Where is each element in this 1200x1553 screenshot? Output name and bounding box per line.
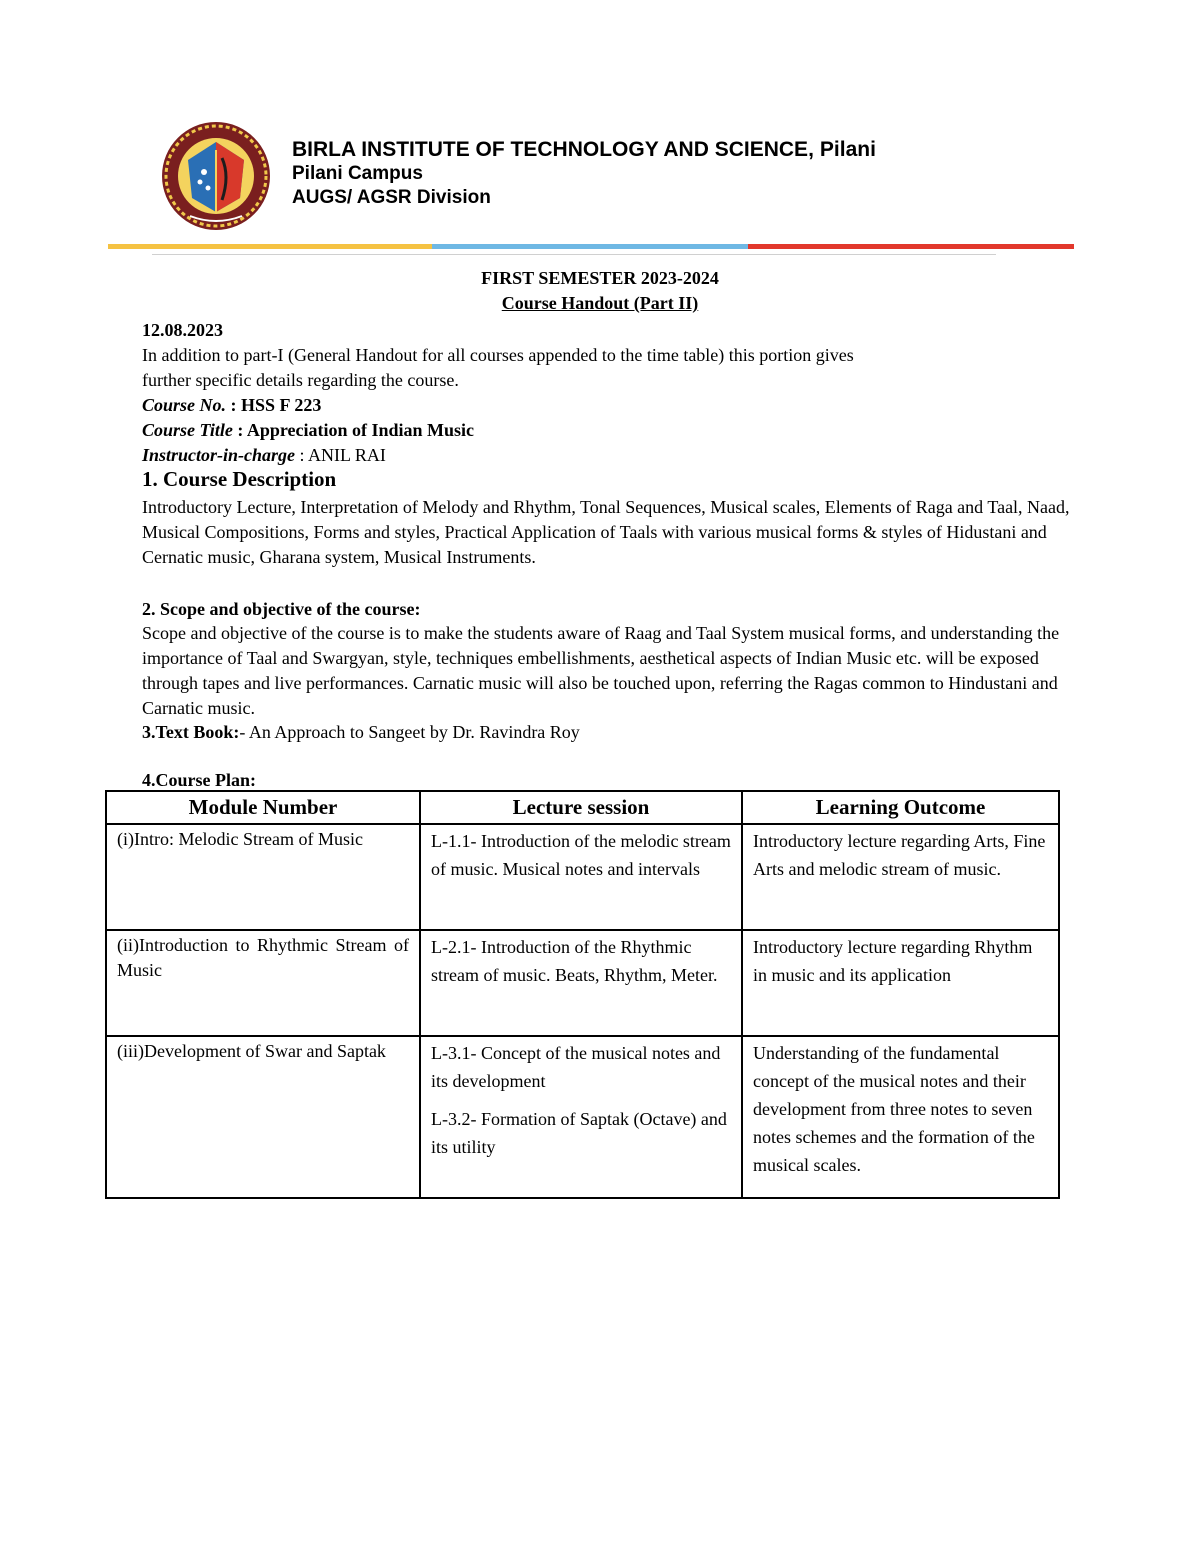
- institute-header: [292, 137, 876, 210]
- outcome-cell: Understanding of the fundamental concept of the musical notes and their development from three notes to seven notes schemes and the formation of the musical scales.: [742, 1036, 1059, 1198]
- course-number-label: Course No.: [142, 395, 227, 415]
- outcome-cell: Introductory lecture regarding Arts, Fine Arts and melodic stream of music.: [742, 824, 1059, 930]
- section-2-body: Scope and objective of the course is to make the students aware of Raag and Taal System musical forms, and understanding the importance of Taal and Swargyan, style, techniques embellishments, aesthetical aspects of Indian Music etc. will be exposed through tapes and live performances. Carnatic music will also be touched upon, referring the Ragas common to Hindustani and Carnatic music.: [142, 623, 1060, 718]
- semester-title: FIRST SEMESTER 2023-2024: [481, 268, 719, 288]
- module-cell: (iii)Development of Swar and Saptak: [106, 1036, 420, 1198]
- header-divider: [152, 254, 996, 255]
- header-learning-outcome: Learning Outcome: [742, 791, 1059, 824]
- intro-line-2: further specific details regarding the course.: [142, 370, 459, 390]
- header-stripe-blue: [432, 244, 748, 249]
- table-header-row: [106, 791, 1059, 824]
- course-plan-table: [105, 790, 1060, 1199]
- section-2-heading: 2. Scope and objective of the course:: [142, 599, 421, 619]
- course-title-label: Course Title: [142, 420, 233, 440]
- lecture-item: L-3.1- Concept of the musical notes and its development: [431, 1043, 721, 1091]
- instructor-label: Instructor-in-charge: [142, 445, 296, 465]
- lecture-item: L-3.2- Formation of Saptak (Octave) and its utility: [431, 1109, 727, 1157]
- header-lecture-session: Lecture session: [420, 791, 742, 824]
- outcome-cell: Introductory lecture regarding Rhythm in music and its application: [742, 930, 1059, 1036]
- section-1-body: Introductory Lecture, Interpretation of Melody and Rhythm, Tonal Sequences, Musical scales, Elements of Raga and Taal, Naad, Musical Compositions, Forms and styles, Practical Application of Taals with various musical forms & styles of Hidustani and Cernatic music, Gharana system, Musical Instruments.: [142, 497, 1070, 567]
- lecture-item: L-2.1- Introduction of the Rhythmic stream of music. Beats, Rhythm, Meter.: [431, 937, 718, 985]
- table-row: [106, 930, 1059, 1036]
- table-row: [106, 824, 1059, 930]
- division-name: AUGS/ AGSR Division: [292, 187, 491, 208]
- module-cell: (i)Intro: Melodic Stream of Music: [106, 824, 420, 930]
- lecture-item: L-1.1- Introduction of the melodic stream of music. Musical notes and intervals: [431, 831, 731, 879]
- course-title: [142, 418, 474, 443]
- institute-name-line: [292, 137, 876, 162]
- lecture-cell: [420, 1036, 742, 1198]
- course-number: [142, 393, 321, 418]
- instructor: [142, 443, 386, 468]
- campus-name: Pilani Campus: [292, 163, 423, 184]
- section-3-heading: 3.Text Book:: [142, 722, 240, 742]
- header-stripe-red: [748, 244, 1074, 249]
- section-4-heading: 4.Course Plan:: [142, 770, 256, 790]
- header-stripe-yellow: [108, 244, 432, 249]
- handout-date: 12.08.2023: [142, 320, 223, 340]
- lecture-cell: [420, 824, 742, 930]
- section-3-body: - An Approach to Sangeet by Dr. Ravindra Roy: [239, 722, 580, 742]
- institute-city: Pilani: [819, 138, 876, 161]
- lecture-cell: [420, 930, 742, 1036]
- course-number-value: : HSS F 223: [230, 395, 322, 415]
- institute-name: BIRLA INSTITUTE OF TECHNOLOGY AND SCIENCE,: [292, 138, 814, 161]
- module-cell: (ii)Introduction to Rhythmic Stream of Music: [106, 930, 420, 1036]
- section-3: [142, 720, 580, 745]
- table-row: [106, 1036, 1059, 1198]
- handout-title: Course Handout (Part II): [501, 293, 699, 313]
- header-module-number: Module Number: [106, 791, 420, 824]
- bits-pilani-emblem-icon: [160, 120, 272, 232]
- course-title-value: : Appreciation of Indian Music: [237, 420, 475, 440]
- section-1-heading: 1. Course Description: [142, 467, 337, 491]
- instructor-value: : ANIL RAI: [299, 445, 386, 465]
- intro-line-1: In addition to part-I (General Handout for all courses appended to the time table) this portion gives: [142, 345, 854, 365]
